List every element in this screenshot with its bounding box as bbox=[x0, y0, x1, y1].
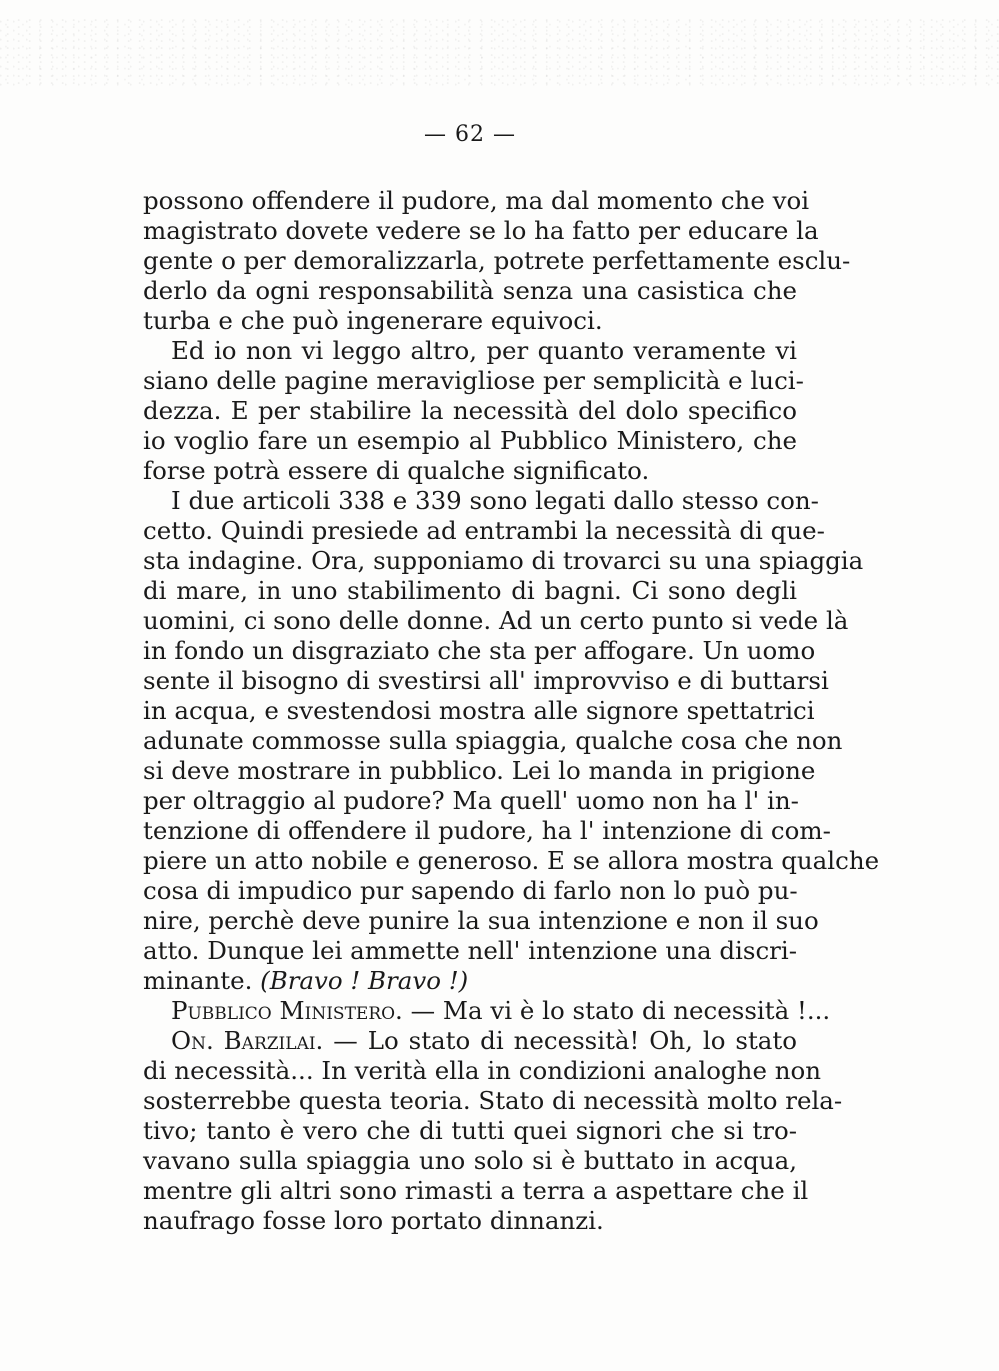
text-line: di mare, in uno stabilimento di bagni. Ci sono degli bbox=[143, 576, 797, 605]
text-line: tivo; tanto è vero che di tutti quei signori che si tro- bbox=[143, 1116, 797, 1145]
scan-noise bbox=[0, 18, 999, 88]
text-line: nire, perchè deve punire la sua intenzione e non il suo bbox=[143, 906, 819, 935]
text-line: derlo da ogni responsabilità senza una casistica che bbox=[143, 276, 797, 305]
text-line: sente il bisogno di svestirsi all' improvviso e di buttarsi bbox=[143, 666, 829, 695]
text-line: possono offendere il pudore, ma dal momento che voi bbox=[143, 186, 810, 215]
text-line: piere un atto nobile e generoso. E se allora mostra qualche bbox=[143, 846, 880, 875]
paragraph-3 bbox=[143, 486, 880, 996]
text-line: sta indagine. Ora, supponiamo di trovarci su una spiaggia bbox=[143, 546, 864, 575]
text-line: siano delle pagine meravigliose per semplicità e luci- bbox=[143, 366, 804, 395]
text-line: naufrago fosse loro portato dinnanzi. bbox=[143, 1206, 604, 1235]
applause-note: (Bravo ! Bravo !) bbox=[260, 966, 469, 995]
text-line: vavano sulla spiaggia uno solo si è buttato in acqua, bbox=[143, 1146, 797, 1175]
paragraph-1 bbox=[143, 186, 851, 336]
text-line: atto. Dunque lei ammette nell' intenzione una discri- bbox=[143, 936, 798, 965]
text-line: in acqua, e svestendosi mostra alle signore spettatrici bbox=[143, 696, 815, 725]
speech-text: — Ma vi è lo stato di necessità !... bbox=[402, 996, 831, 1025]
text-line bbox=[143, 966, 797, 996]
text-line bbox=[143, 996, 831, 1026]
speaker-name: Pubblico Ministero. bbox=[171, 996, 403, 1025]
speech-text: — Lo stato di necessità! Oh, lo stato bbox=[323, 1026, 798, 1055]
text-line: forse potrà essere di qualche significato. bbox=[143, 456, 650, 485]
text-line: per oltraggio al pudore? Ma quell' uomo non ha l' in- bbox=[143, 786, 799, 815]
text-line: mentre gli altri sono rimasti a terra a aspettare che il bbox=[143, 1176, 809, 1205]
text-line: adunate commosse sulla spiaggia, qualche cosa che non bbox=[143, 726, 843, 755]
text-line: in fondo un disgraziato che sta per affogare. Un uomo bbox=[143, 636, 816, 665]
paragraph-5 bbox=[143, 1026, 843, 1236]
text-line: I due articoli 338 e 339 sono legati dallo stesso con- bbox=[171, 486, 819, 515]
text-line: magistrato dovete vedere se lo ha fatto per educare la bbox=[143, 216, 819, 245]
text-line: sosterrebbe questa teoria. Stato di necessità molto rela- bbox=[143, 1086, 843, 1115]
text-line: si deve mostrare in pubblico. Lei lo manda in prigione bbox=[143, 756, 816, 785]
text-line: cetto. Quindi presiede ad entrambi la necessità di que- bbox=[143, 516, 825, 545]
text-line: gente o per demoralizzarla, potrete perfettamente esclu- bbox=[143, 246, 851, 275]
text-line: dezza. E per stabilire la necessità del dolo specifico bbox=[143, 396, 797, 425]
text-line: cosa di impudico pur sapendo di farlo non lo può pu- bbox=[143, 876, 798, 905]
text-line: tenzione di offendere il pudore, ha l' intenzione di com- bbox=[143, 816, 831, 845]
body-text bbox=[143, 186, 880, 1236]
text-line: di necessità... In verità ella in condizioni analoghe non bbox=[143, 1056, 822, 1085]
speaker-name: On. Barzilai. bbox=[171, 1026, 324, 1055]
text-line: turba e che può ingenerare equivoci. bbox=[143, 306, 603, 335]
text-line: Ed io non vi leggo altro, per quanto veramente vi bbox=[171, 336, 797, 365]
paragraph-2 bbox=[143, 336, 804, 486]
text-fragment: minante. bbox=[143, 966, 261, 995]
text-line: uomini, ci sono delle donne. Ad un certo punto si vede là bbox=[143, 606, 849, 635]
paragraph-4 bbox=[143, 996, 831, 1026]
text-line: io voglio fare un esempio al Pubblico Ministero, che bbox=[143, 426, 797, 455]
page-number: — 62 — bbox=[424, 122, 516, 147]
text-line bbox=[143, 1026, 797, 1056]
